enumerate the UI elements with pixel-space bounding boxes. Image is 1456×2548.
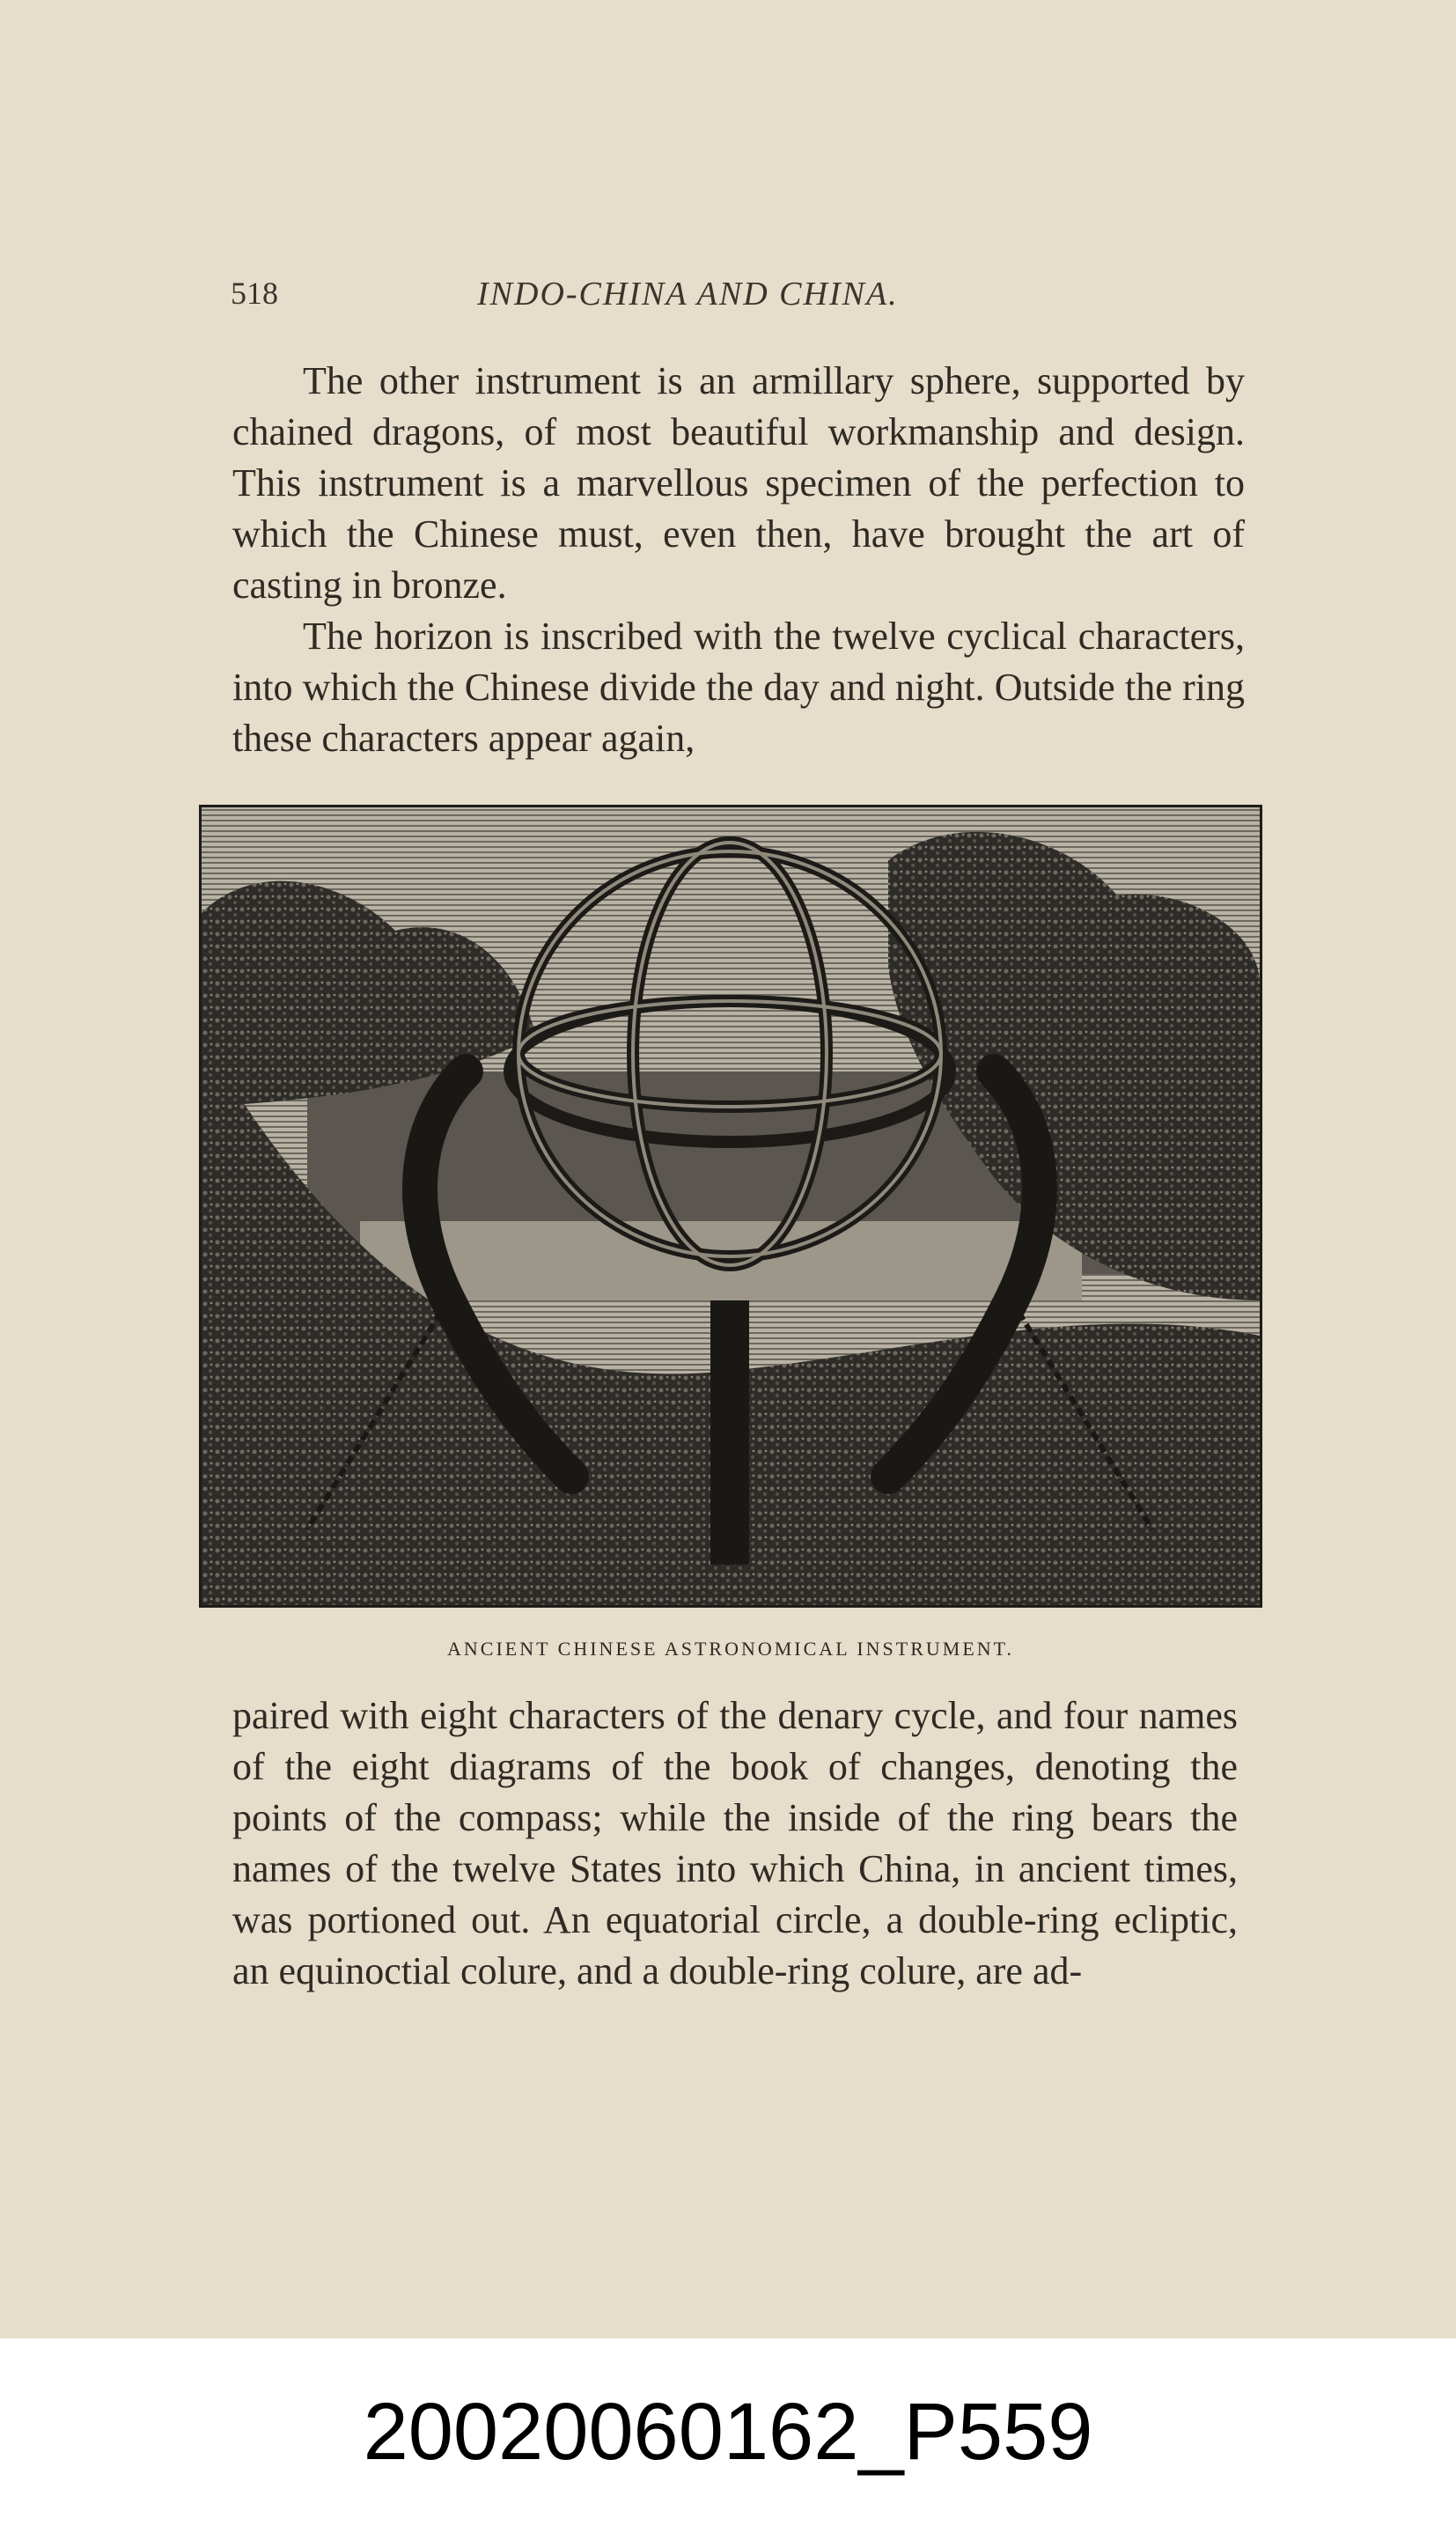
paragraph-3: paired with eight characters of the denary cycle, and four names of the eight diagrams of the book of changes, denoting the points of the compass; while the inside of the ring bears the names of the twelve States into which China, in ancient times, was portioned out. An equatorial circle, a double-ring ecliptic, an equinoctial colure, and a double-ring colure, are ad- [232,1694,1238,1992]
running-head: INDO-CHINA AND CHINA. [477,276,899,313]
page-number: 518 [231,276,278,311]
image-identifier: 20020060162_P559 [363,2387,1093,2477]
page-header [231,275,1252,319]
armillary-sphere-engraving [202,807,1260,1605]
paragraph-top [232,356,1245,764]
paragraph-1: The other instrument is an armillary sphere, supported by chained dragons, of most beautiful workmanship and design. This instrument is a marvellous specimen of the perfection to which the Chinese must, even then, have brought the art of casting in bronze. [232,359,1245,607]
engraving-illustration [199,805,1262,1608]
paragraph-2: The horizon is inscribed with the twelve cyclical characters, into which the Chinese divide the day and night. Outside the ring these characters appear again, [232,615,1245,760]
figure-caption: ANCIENT CHINESE ASTRONOMICAL INSTRUMENT. [447,1638,1014,1660]
